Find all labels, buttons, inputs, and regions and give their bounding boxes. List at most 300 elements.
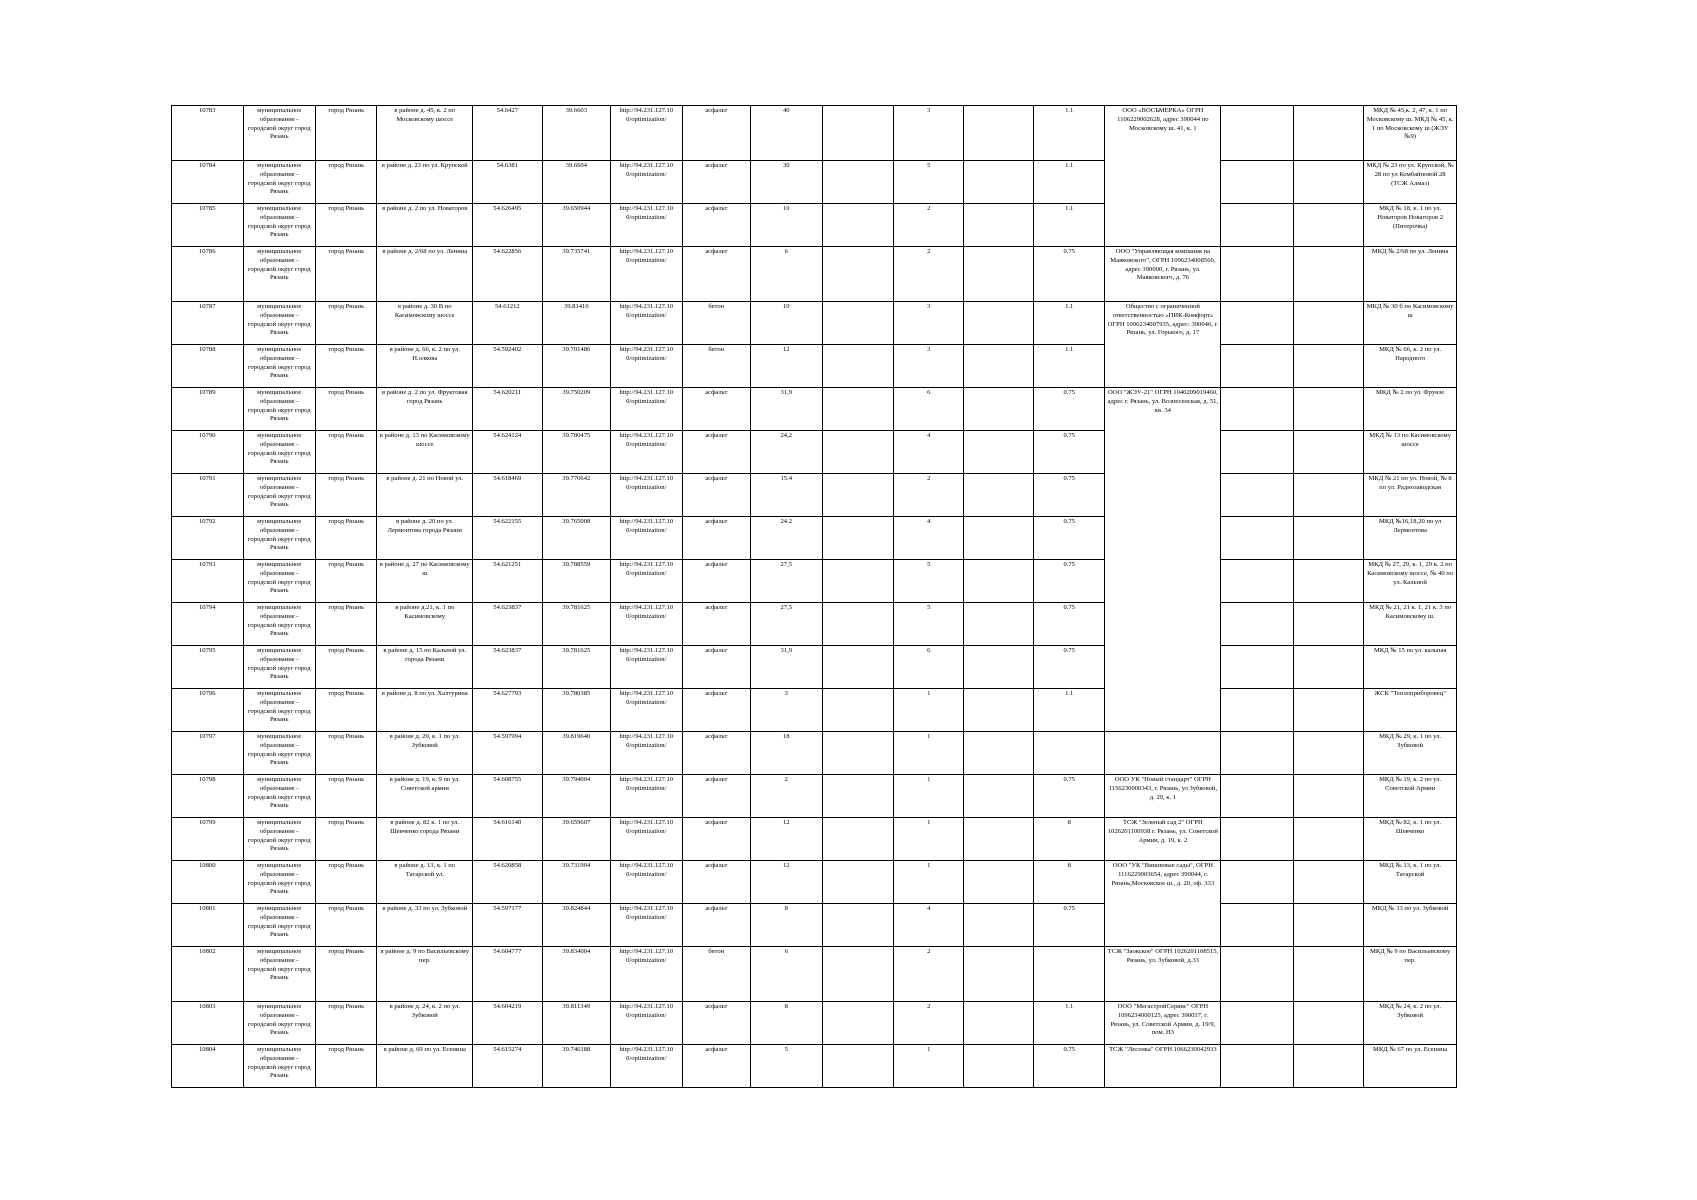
table-row — [172, 904, 1457, 947]
empty-cell — [1293, 247, 1363, 302]
served-buildings: МКД № 45,к. 2, 47, к. 1 по Московскому ш. МКД № 45, к. 1 по Московскому ш (ЖЭУ №9) — [1364, 106, 1457, 161]
area: 2 — [751, 775, 823, 818]
served-buildings: МКД № 19, к. 2 по ул. Советской Армии — [1364, 775, 1457, 818]
row-id: 10798 — [172, 775, 244, 818]
map-link[interactable]: http://94.231.127.10 0/optimization/ — [611, 646, 683, 689]
map-link[interactable]: http://94.231.127.10 0/optimization/ — [611, 106, 683, 161]
area: 27,5 — [751, 603, 823, 646]
container-count: 2 — [894, 247, 964, 302]
empty-cell — [822, 861, 894, 904]
city: город Рязань — [316, 560, 377, 603]
city: город Рязань — [316, 161, 377, 204]
empty-cell — [964, 732, 1033, 775]
table-row — [172, 517, 1457, 560]
empty-cell — [1221, 345, 1294, 388]
container-count: 3 — [894, 106, 964, 161]
area: 24,2 — [751, 431, 823, 474]
longitude: 39.780475 — [542, 431, 610, 474]
surface-type: асфальт — [682, 161, 750, 204]
empty-cell — [1293, 775, 1363, 818]
city: город Рязань — [316, 1045, 377, 1088]
surface-type: асфальт — [682, 517, 750, 560]
empty-cell — [1293, 204, 1363, 247]
empty-cell — [822, 247, 894, 302]
latitude: 54.597994 — [473, 732, 542, 775]
empty-cell — [1221, 904, 1294, 947]
container-count: 4 — [894, 517, 964, 560]
empty-cell — [964, 646, 1033, 689]
latitude: 54.604777 — [473, 947, 542, 1002]
address: в районе д. 21 по Новой ул. — [377, 474, 473, 517]
latitude: 54.624124 — [473, 431, 542, 474]
empty-cell — [822, 161, 894, 204]
table-row — [172, 431, 1457, 474]
container-volume — [1033, 732, 1105, 775]
surface-type: асфальт — [682, 560, 750, 603]
empty-cell — [822, 388, 894, 431]
longitude: 39.824844 — [542, 904, 610, 947]
empty-cell — [964, 106, 1033, 161]
container-count: 6 — [894, 388, 964, 431]
area: 30 — [751, 161, 823, 204]
municipality: муниципальное образование - городской округ город Рязань — [243, 861, 316, 904]
address: в районе д. 66, к. 2 по ул. Н.олкова — [377, 345, 473, 388]
table-row — [172, 161, 1457, 204]
served-buildings: МКД № 15 по ул. кальная — [1364, 646, 1457, 689]
empty-cell — [1293, 474, 1363, 517]
table-row — [172, 861, 1457, 904]
table-row — [172, 345, 1457, 388]
address: в районе д. 19, к. 9 по ул. Советской армии — [377, 775, 473, 818]
longitude: 39.780385 — [542, 689, 610, 732]
empty-cell — [1293, 106, 1363, 161]
municipality: муниципальное образование - городской округ город Рязань — [243, 106, 316, 161]
row-id: 10797 — [172, 732, 244, 775]
map-link[interactable]: http://94.231.127.10 0/optimization/ — [611, 560, 683, 603]
managing-organization: ООО "ЖЭУ-21" ОГРН 1046209019460, адрес г. Рязань, ул. Вознесенская, д. 51, кв. 34 — [1105, 388, 1221, 732]
municipality: муниципальное образование - городской округ город Рязань — [243, 388, 316, 431]
empty-cell — [822, 560, 894, 603]
municipality: муниципальное образование - городской округ город Рязань — [243, 161, 316, 204]
latitude: 54.6427 — [473, 106, 542, 161]
empty-cell — [1221, 161, 1294, 204]
empty-cell — [964, 474, 1033, 517]
city: город Рязань — [316, 345, 377, 388]
container-volume: 8 — [1033, 861, 1105, 904]
area: 5 — [751, 1045, 823, 1088]
container-volume: 0.75 — [1033, 431, 1105, 474]
address: в районе д. 15 по Кальной ул. города Рязани — [377, 646, 473, 689]
map-link[interactable]: http://94.231.127.10 0/optimization/ — [611, 1045, 683, 1088]
surface-type: бетон — [682, 345, 750, 388]
served-buildings: МКД № 9 по Васильевскому пер. — [1364, 947, 1457, 1002]
empty-cell — [1293, 345, 1363, 388]
empty-cell — [822, 517, 894, 560]
surface-type: бетон — [682, 302, 750, 345]
latitude: 54.61212 — [473, 302, 542, 345]
table-row — [172, 646, 1457, 689]
managing-organization: ООО «ВОСЬМЕРКА» ОГРН 1106229002628, адрес 390044 по Московскому ш. 41, к. 1 — [1105, 106, 1221, 247]
city: город Рязань — [316, 689, 377, 732]
container-count: 5 — [894, 161, 964, 204]
area: 18 — [751, 732, 823, 775]
table-row — [172, 388, 1457, 431]
empty-cell — [1221, 603, 1294, 646]
city: город Рязань — [316, 517, 377, 560]
map-link[interactable]: http://94.231.127.10 0/optimization/ — [611, 302, 683, 345]
empty-cell — [1221, 431, 1294, 474]
empty-cell — [822, 689, 894, 732]
served-buildings: МКД № 21, 21 к. 1, 21 к. 3 по Касимовскому ш. — [1364, 603, 1457, 646]
address: в районе д. 45, к. 2 по Московскому шоссе — [377, 106, 473, 161]
empty-cell — [964, 247, 1033, 302]
served-buildings: МКД № 21 по ул. Новой, № 8 по ул. Радиозаводская — [1364, 474, 1457, 517]
row-id: 10799 — [172, 818, 244, 861]
address: в районе д. 20 по ул. Лермонтова города Рязани — [377, 517, 473, 560]
empty-cell — [964, 947, 1033, 1002]
container-volume: 0.75 — [1033, 247, 1105, 302]
address: в районе д. 13, к. 1 по Татарской ул. — [377, 861, 473, 904]
municipality: муниципальное образование - городской округ город Рязань — [243, 1002, 316, 1045]
empty-cell — [964, 431, 1033, 474]
municipality: муниципальное образование - городской округ город Рязань — [243, 474, 316, 517]
empty-cell — [964, 517, 1033, 560]
container-volume: 0.75 — [1033, 904, 1105, 947]
empty-cell — [822, 646, 894, 689]
surface-type: асфальт — [682, 1045, 750, 1088]
empty-cell — [1221, 517, 1294, 560]
managing-organization — [1105, 732, 1221, 775]
municipality: муниципальное образование - городской округ город Рязань — [243, 689, 316, 732]
municipality: муниципальное образование - городской округ город Рязань — [243, 247, 316, 302]
table-row — [172, 106, 1457, 161]
row-id: 10783 — [172, 106, 244, 161]
empty-cell — [822, 345, 894, 388]
surface-type: асфальт — [682, 1002, 750, 1045]
empty-cell — [1293, 861, 1363, 904]
empty-cell — [1293, 388, 1363, 431]
latitude: 54.622155 — [473, 517, 542, 560]
area: 15.4 — [751, 474, 823, 517]
container-count: 1 — [894, 818, 964, 861]
container-count: 1 — [894, 1045, 964, 1088]
empty-cell — [964, 1002, 1033, 1045]
city: город Рязань — [316, 861, 377, 904]
area: 10 — [751, 204, 823, 247]
container-count: 1 — [894, 689, 964, 732]
surface-type: асфальт — [682, 689, 750, 732]
empty-cell — [1293, 732, 1363, 775]
empty-cell — [822, 1045, 894, 1088]
empty-cell — [964, 302, 1033, 345]
address: в районе д. 29, к. 1 по ул. Зубковой — [377, 732, 473, 775]
empty-cell — [964, 689, 1033, 732]
surface-type: асфальт — [682, 603, 750, 646]
table-row — [172, 474, 1457, 517]
container-volume: 0.75 — [1033, 388, 1105, 431]
served-buildings: МКД № 30 б по Касимовскому ш — [1364, 302, 1457, 345]
area: 40 — [751, 106, 823, 161]
empty-cell — [1293, 947, 1363, 1002]
container-volume: 0.75 — [1033, 775, 1105, 818]
empty-cell — [964, 861, 1033, 904]
map-link[interactable]: http://94.231.127.10 0/optimization/ — [611, 474, 683, 517]
container-volume: 1.1 — [1033, 204, 1105, 247]
empty-cell — [822, 106, 894, 161]
served-buildings: МКД № 29, к. 1 по ул. Зубковой — [1364, 732, 1457, 775]
municipality: муниципальное образование - городской округ город Рязань — [243, 302, 316, 345]
empty-cell — [964, 560, 1033, 603]
municipality: муниципальное образование - городской округ город Рязань — [243, 517, 316, 560]
latitude: 54.623837 — [473, 603, 542, 646]
container-count: 2 — [894, 204, 964, 247]
city: город Рязань — [316, 204, 377, 247]
container-count: 3 — [894, 302, 964, 345]
latitude: 54.604219 — [473, 1002, 542, 1045]
empty-cell — [1293, 689, 1363, 732]
empty-cell — [822, 818, 894, 861]
latitude: 54.627793 — [473, 689, 542, 732]
row-id: 10784 — [172, 161, 244, 204]
managing-organization: ТСЖ "Заокское" ОГРН 1026201108515, Рязань, ул. Зубковой, д.33 — [1105, 947, 1221, 1002]
table-row — [172, 818, 1457, 861]
table-row — [172, 560, 1457, 603]
address: в районе д. 30 В по Касимовскому шоссе — [377, 302, 473, 345]
row-id: 10785 — [172, 204, 244, 247]
container-volume: 0.75 — [1033, 517, 1105, 560]
map-link[interactable]: http://94.231.127.10 0/optimization/ — [611, 388, 683, 431]
container-volume: 1.1 — [1033, 302, 1105, 345]
address: в районе д. 33 по ул. Зубковой — [377, 904, 473, 947]
latitude: 54.6381 — [473, 161, 542, 204]
empty-cell — [1221, 775, 1294, 818]
container-volume: 1.1 — [1033, 161, 1105, 204]
row-id: 10803 — [172, 1002, 244, 1045]
longitude: 39.781625 — [542, 603, 610, 646]
municipality: муниципальное образование - городской округ город Рязань — [243, 345, 316, 388]
latitude: 54.620211 — [473, 388, 542, 431]
managing-organization: ООО "Управляющая компания на Маяковского", ОГРН 1096234008560, адрес 390000, г. Рязань, ул. Маяковского, д. 76 — [1105, 247, 1221, 302]
empty-cell — [1293, 302, 1363, 345]
served-buildings: МКД № 24, к. 2 по ул. Зубковой — [1364, 1002, 1457, 1045]
empty-cell — [1221, 388, 1294, 431]
empty-cell — [1221, 474, 1294, 517]
municipality: муниципальное образование - городской округ город Рязань — [243, 603, 316, 646]
empty-cell — [1221, 646, 1294, 689]
city: город Рязань — [316, 947, 377, 1002]
longitude: 39.781625 — [542, 646, 610, 689]
row-id: 10788 — [172, 345, 244, 388]
empty-cell — [1293, 431, 1363, 474]
city: город Рязань — [316, 818, 377, 861]
empty-cell — [964, 1045, 1033, 1088]
city: город Рязань — [316, 431, 377, 474]
empty-cell — [1221, 247, 1294, 302]
map-link[interactable]: http://94.231.127.10 0/optimization/ — [611, 345, 683, 388]
municipality: муниципальное образование - городской округ город Рязань — [243, 818, 316, 861]
map-link[interactable]: http://94.231.127.10 0/optimization/ — [611, 861, 683, 904]
table-row — [172, 204, 1457, 247]
empty-cell — [1293, 603, 1363, 646]
empty-cell — [822, 302, 894, 345]
row-id: 10804 — [172, 1045, 244, 1088]
surface-type: бетон — [682, 947, 750, 1002]
empty-cell — [1293, 517, 1363, 560]
surface-type: асфальт — [682, 861, 750, 904]
empty-cell — [1293, 1002, 1363, 1045]
served-buildings: МКД № 2/68 по ул. Ленина — [1364, 247, 1457, 302]
map-link[interactable]: http://94.231.127.10 0/optimization/ — [611, 947, 683, 1002]
address: в районе д. 9 по Васильевскому пер. — [377, 947, 473, 1002]
empty-cell — [1221, 204, 1294, 247]
latitude: 54.621251 — [473, 560, 542, 603]
address: в районе д. 69 по ул. Есенина — [377, 1045, 473, 1088]
address: в районе д. 13 по Касимовскому шоссе — [377, 431, 473, 474]
row-id: 10790 — [172, 431, 244, 474]
city: город Рязань — [316, 603, 377, 646]
municipality: муниципальное образование - городской округ город Рязань — [243, 646, 316, 689]
map-link[interactable]: http://94.231.127.10 0/optimization/ — [611, 204, 683, 247]
municipality: муниципальное образование - городской округ город Рязань — [243, 204, 316, 247]
served-buildings: МКД № 67 по ул. Есенина — [1364, 1045, 1457, 1088]
municipality: муниципальное образование - городской округ город Рязань — [243, 775, 316, 818]
table-row — [172, 1045, 1457, 1088]
table-row — [172, 689, 1457, 732]
served-buildings: МКД №16,18,20 по ул Лермонтова — [1364, 517, 1457, 560]
city: город Рязань — [316, 247, 377, 302]
area: 24.2 — [751, 517, 823, 560]
container-volume: 1.1 — [1033, 1002, 1105, 1045]
empty-cell — [964, 603, 1033, 646]
container-volume: 1.1 — [1033, 689, 1105, 732]
city: город Рязань — [316, 302, 377, 345]
surface-type: асфальт — [682, 106, 750, 161]
area: 6 — [751, 247, 823, 302]
row-id: 10802 — [172, 947, 244, 1002]
latitude: 54.618469 — [473, 474, 542, 517]
map-link[interactable]: http://94.231.127.10 0/optimization/ — [611, 431, 683, 474]
area: 8 — [751, 1002, 823, 1045]
municipality: муниципальное образование - городской округ город Рязань — [243, 904, 316, 947]
row-id: 10795 — [172, 646, 244, 689]
surface-type: асфальт — [682, 818, 750, 861]
municipality: муниципальное образование - городской округ город Рязань — [243, 1045, 316, 1088]
empty-cell — [1293, 560, 1363, 603]
container-count: 4 — [894, 904, 964, 947]
longitude: 39.81416 — [542, 302, 610, 345]
map-link[interactable]: http://94.231.127.10 0/optimization/ — [611, 603, 683, 646]
municipality: муниципальное образование - городской округ город Рязань — [243, 947, 316, 1002]
city: город Рязань — [316, 388, 377, 431]
map-link[interactable]: http://94.231.127.10 0/optimization/ — [611, 818, 683, 861]
managing-organization: ООО "УК "Вишневые сады", ОГРН 1116229003654, адрес 390044, г. Рязань,Московское ш., д. 20, оф. 333 — [1105, 861, 1221, 947]
city: город Рязань — [316, 775, 377, 818]
row-id: 10800 — [172, 861, 244, 904]
surface-type: асфальт — [682, 732, 750, 775]
row-id: 10794 — [172, 603, 244, 646]
empty-cell — [822, 775, 894, 818]
empty-cell — [1221, 1045, 1294, 1088]
map-link[interactable]: http://94.231.127.10 0/optimization/ — [611, 161, 683, 204]
container-count: 1 — [894, 861, 964, 904]
surface-type: асфальт — [682, 204, 750, 247]
address: в районе д. 2/68 по ул. Ленина — [377, 247, 473, 302]
served-buildings: МКД № 27, 29, к. 1, 29 к. 2 по Касимовскому шоссе, № 40 по ул. Кальной — [1364, 560, 1457, 603]
latitude: 54.597177 — [473, 904, 542, 947]
table-row — [172, 1002, 1457, 1045]
longitude: 39.6604 — [542, 161, 610, 204]
empty-cell — [822, 603, 894, 646]
map-link[interactable]: http://94.231.127.10 0/optimization/ — [611, 689, 683, 732]
address: в районе д. 2 по ул. Новаторов — [377, 204, 473, 247]
container-volume: 0.75 — [1033, 603, 1105, 646]
served-buildings: МКД № 82, к. 1 по ул. Шевченко — [1364, 818, 1457, 861]
map-link[interactable]: http://94.231.127.10 0/optimization/ — [611, 904, 683, 947]
city: город Рязань — [316, 1002, 377, 1045]
latitude: 54.626495 — [473, 204, 542, 247]
container-volume: 0.75 — [1033, 646, 1105, 689]
served-buildings: МКД № 18, к. 1 по ул. Новаторов Новаторов 2 (Питерочка) — [1364, 204, 1457, 247]
row-id: 10793 — [172, 560, 244, 603]
empty-cell — [822, 431, 894, 474]
served-buildings: МКД № 13, к. 1 по ул. Татарской — [1364, 861, 1457, 904]
surface-type: асфальт — [682, 904, 750, 947]
empty-cell — [1221, 302, 1294, 345]
empty-cell — [822, 1002, 894, 1045]
empty-cell — [1293, 161, 1363, 204]
map-link[interactable]: http://94.231.127.10 0/optimization/ — [611, 775, 683, 818]
table-row — [172, 302, 1457, 345]
longitude: 39.746188 — [542, 1045, 610, 1088]
container-count: 2 — [894, 474, 964, 517]
municipality: муниципальное образование - городской округ город Рязань — [243, 560, 316, 603]
container-volume: 1.1 — [1033, 345, 1105, 388]
area: 12 — [751, 861, 823, 904]
row-id: 10796 — [172, 689, 244, 732]
surface-type: асфальт — [682, 646, 750, 689]
empty-cell — [964, 204, 1033, 247]
city: город Рязань — [316, 904, 377, 947]
map-link[interactable]: http://94.231.127.10 0/optimization/ — [611, 247, 683, 302]
container-count: 4 — [894, 431, 964, 474]
container-count: 2 — [894, 947, 964, 1002]
row-id: 10786 — [172, 247, 244, 302]
longitude: 39.834004 — [542, 947, 610, 1002]
empty-cell — [1221, 947, 1294, 1002]
empty-cell — [1221, 1002, 1294, 1045]
container-count: 3 — [894, 345, 964, 388]
map-link[interactable]: http://94.231.127.10 0/optimization/ — [611, 1002, 683, 1045]
table-row — [172, 603, 1457, 646]
city: город Рязань — [316, 646, 377, 689]
empty-cell — [822, 204, 894, 247]
latitude: 54.623837 — [473, 646, 542, 689]
empty-cell — [964, 161, 1033, 204]
area: 3 — [751, 689, 823, 732]
container-count: 5 — [894, 603, 964, 646]
address: в районе д. 24, к. 2 по ул. Зубковой — [377, 1002, 473, 1045]
area: 27,5 — [751, 560, 823, 603]
managing-organization: ТСЖ "Зеленый сад 2" ОГРН 1026201100938 г. Рязань, ул. Советской Армии, д. 19, к. 2 — [1105, 818, 1221, 861]
latitude: 54.616140 — [473, 818, 542, 861]
longitude: 39.750209 — [542, 388, 610, 431]
map-link[interactable]: http://94.231.127.10 0/optimization/ — [611, 732, 683, 775]
empty-cell — [1293, 646, 1363, 689]
map-link[interactable]: http://94.231.127.10 0/optimization/ — [611, 517, 683, 560]
address: в районе д. 8 по ул. Халтурина — [377, 689, 473, 732]
longitude: 39.6603 — [542, 106, 610, 161]
table-row — [172, 775, 1457, 818]
